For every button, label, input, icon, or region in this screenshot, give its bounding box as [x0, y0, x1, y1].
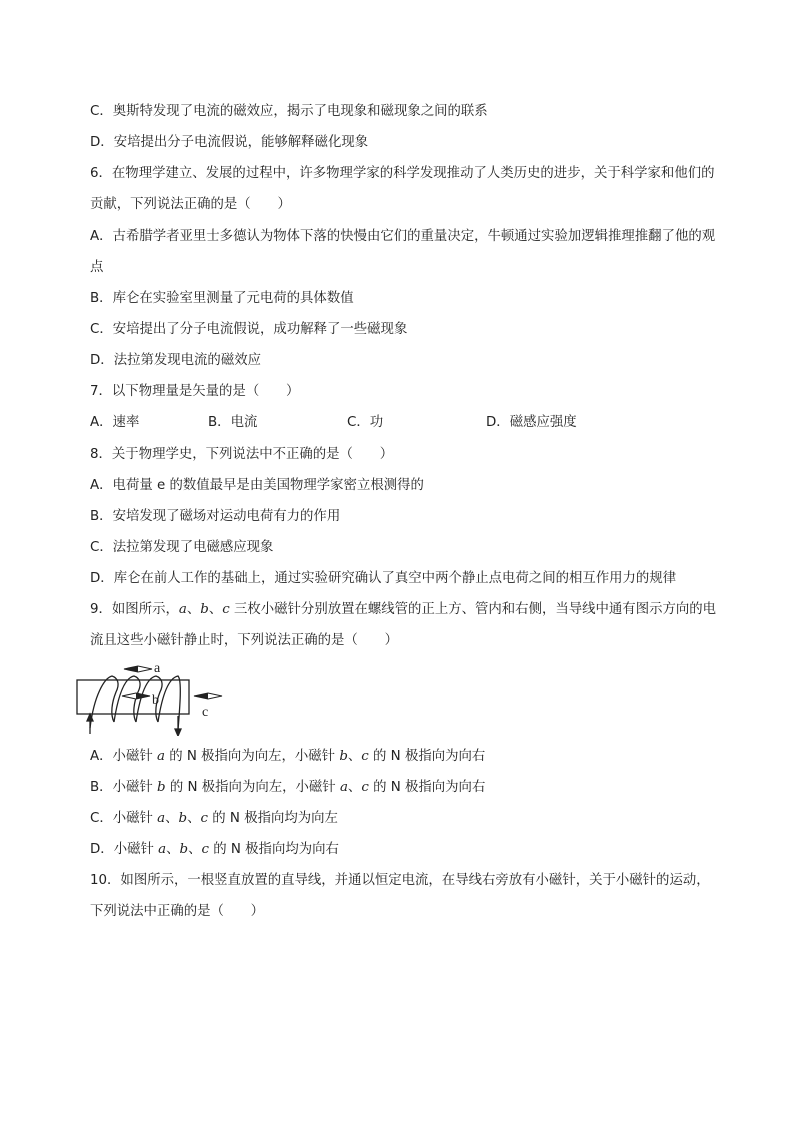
magnet-needle-a-n-pole: [124, 666, 138, 672]
question-9-stem-line1: 9．如图所示，a、b、c 三枚小磁针分别放置在螺线管的正上方、管内和右侧，当导线中通有图示方向的电: [90, 602, 717, 617]
question-6-stem-line2: 贡献，下列说法正确的是（ ）: [90, 197, 291, 212]
question-9-option-c: C．小磁针 a、b、c 的 N 极指向均为向左: [90, 811, 338, 826]
option-d-prev: D．安培提出分子电流假说，能够解释磁化现象: [90, 135, 369, 150]
question-6-option-a-line2: 点: [90, 260, 104, 275]
question-8-option-a: A．电荷量 e 的数值最早是由美国物理学家密立根测得的: [90, 478, 424, 493]
question-6-option-c: C．安培提出了分子电流假说，成功解释了一些磁现象: [90, 322, 408, 337]
label-b: b: [152, 693, 159, 708]
question-8-option-b: B．安培发现了磁场对运动电荷有力的作用: [90, 509, 341, 524]
solenoid-diagram: [74, 656, 234, 736]
magnet-needle-c-n-pole: [194, 693, 208, 699]
question-8-option-c: C．法拉第发现了电磁感应现象: [90, 540, 274, 555]
question-9-option-a: A．小磁针 a 的 N 极指向为向左，小磁针 b、c 的 N 极指向为向右: [90, 749, 486, 764]
question-7-option-a: A．速率: [90, 415, 140, 430]
question-6-stem-line1: 6．在物理学建立、发展的过程中，许多物理学家的科学发现推动了人类历史的进步，关于科学家和他们的: [90, 166, 715, 181]
question-7-option-d: D．磁感应强度: [486, 415, 577, 430]
question-9-option-b: B．小磁针 b 的 N 极指向为向左，小磁针 a、c 的 N 极指向为向右: [90, 780, 486, 795]
label-a: a: [154, 661, 161, 676]
option-c-prev: C．奥斯特发现了电流的磁效应，揭示了电现象和磁现象之间的联系: [90, 104, 488, 119]
question-6-option-d: D．法拉第发现电流的磁效应: [90, 353, 261, 368]
question-8-stem: 8．关于物理学史，下列说法中不正确的是（ ）: [90, 447, 394, 462]
solenoid-figure: [74, 656, 234, 736]
question-7-option-c: C．功: [347, 415, 384, 430]
question-8-option-d: D．库仑在前人工作的基础上，通过实验研究确认了真空中两个静止点电荷之间的相互作用力的规律: [90, 571, 677, 586]
question-9-stem-line2: 流且这些小磁针静止时，下列说法正确的是（ ）: [90, 633, 398, 648]
question-7-option-b: B．电流: [208, 415, 258, 430]
question-6-option-b: B．库仑在实验室里测量了元电荷的具体数值: [90, 291, 354, 306]
question-10-stem-line2: 下列说法中正确的是（ ）: [90, 904, 265, 919]
question-9-option-d: D．小磁针 a、b、c 的 N 极指向均为向右: [90, 842, 339, 857]
label-c: c: [202, 705, 209, 720]
question-10-stem-line1: 10．如图所示，一根竖直放置的直导线，并通以恒定电流，在导线右旁放有小磁针，关于小磁针的运动，: [90, 873, 710, 888]
question-6-option-a-line1: A．古希腊学者亚里士多德认为物体下落的快慢由它们的重量决定，牛顿通过实验加逻辑推理推翻了他的观: [90, 229, 716, 244]
question-7-stem: 7．以下物理量是矢量的是（ ）: [90, 384, 300, 399]
solenoid-coil: [90, 676, 180, 730]
